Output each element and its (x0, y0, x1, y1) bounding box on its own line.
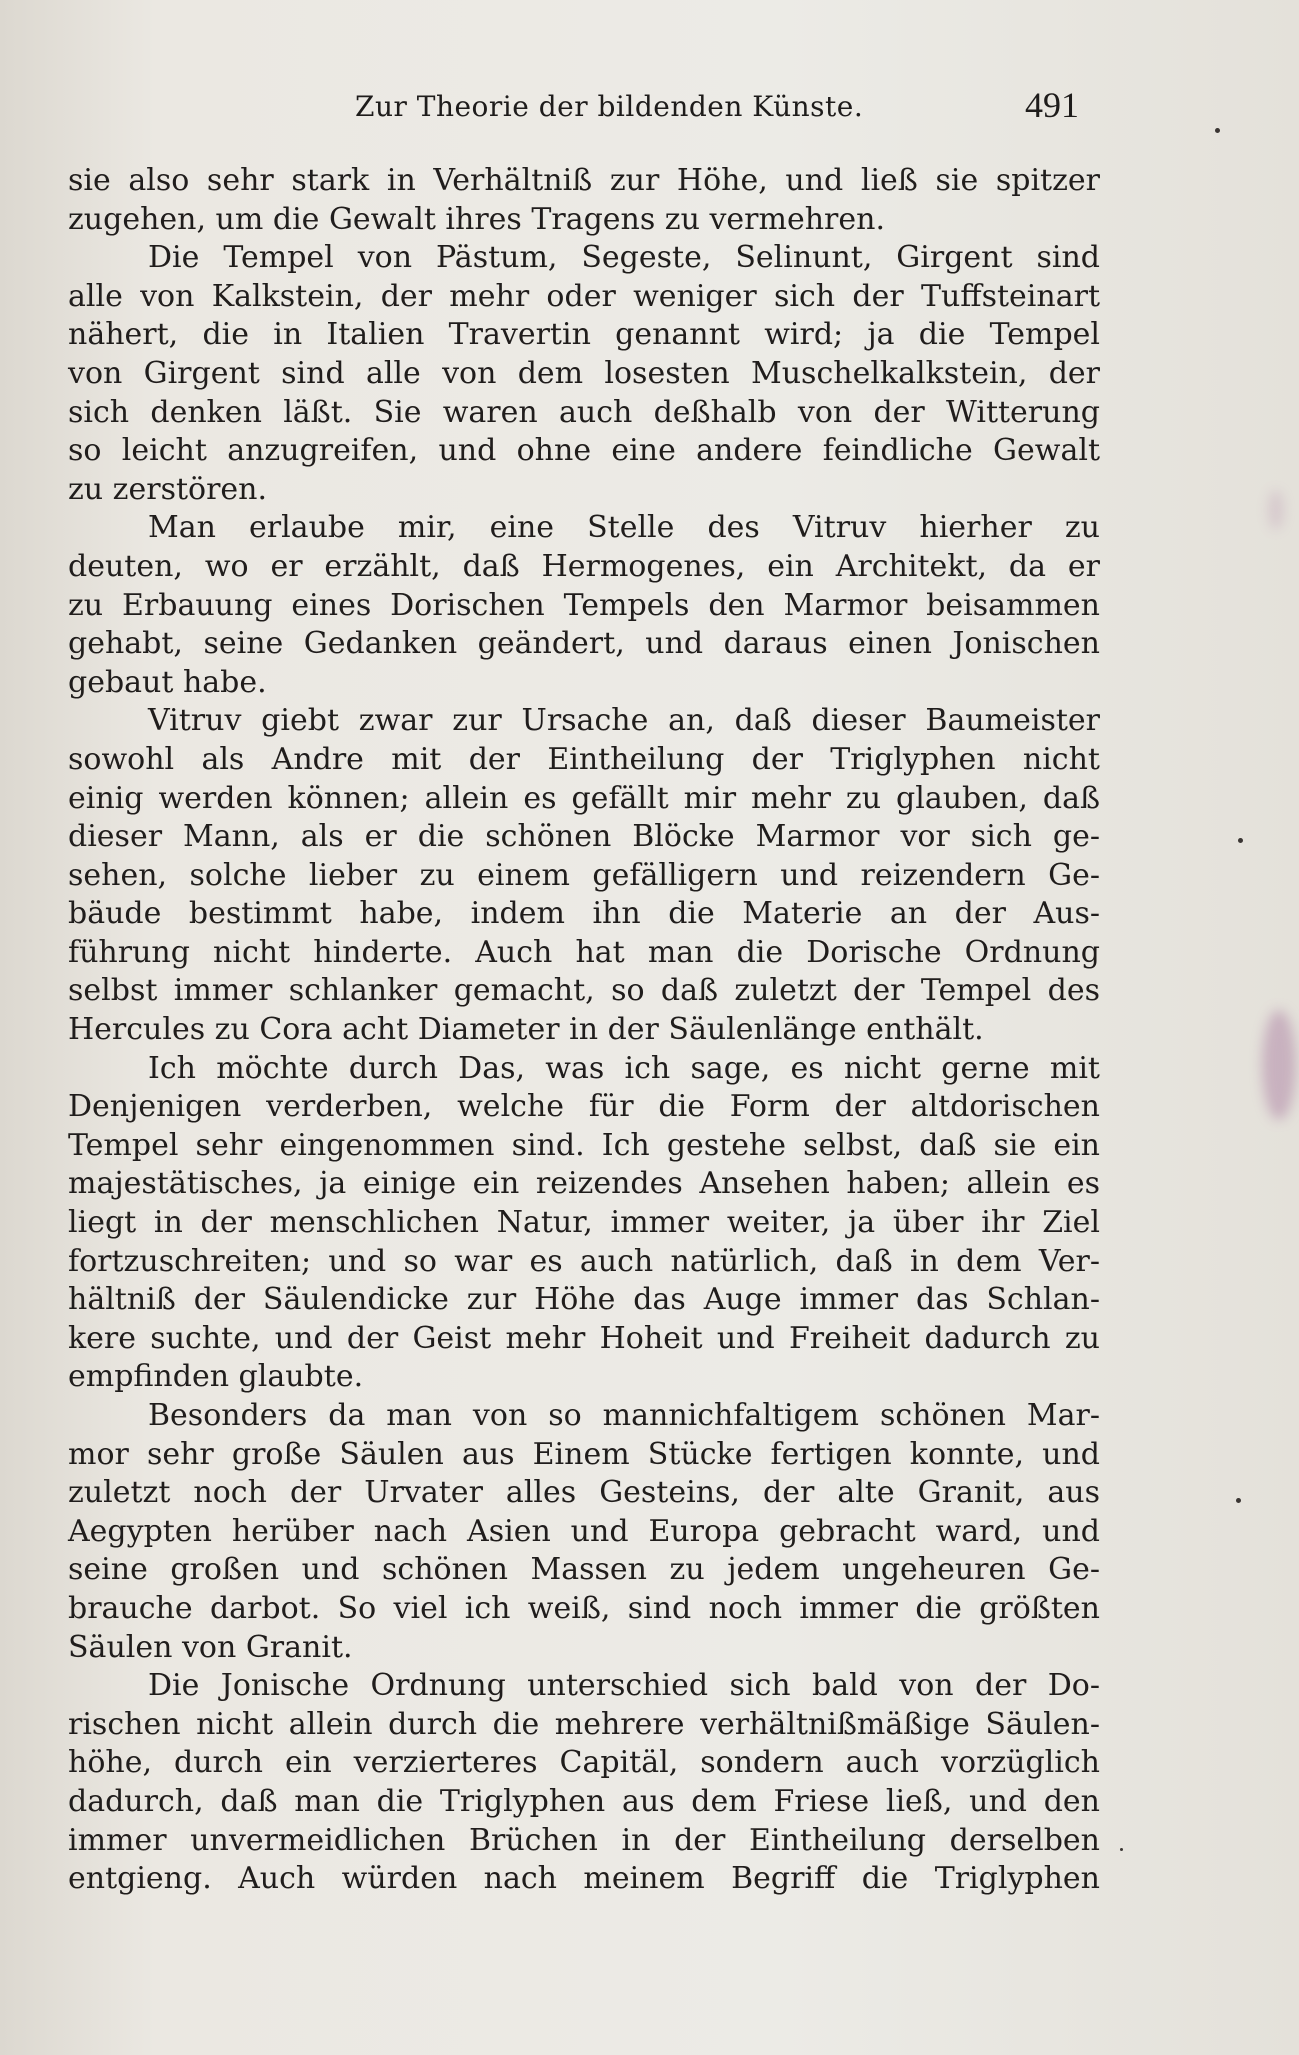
text-line: einig werden können; allein es gefällt mir mehr zu glauben, daß (68, 780, 1100, 816)
running-head: Zur Theorie der bildenden Künste. (355, 90, 864, 123)
text-line: fortzuschreiten; und so war es auch natürlich, daß in dem Ver- (68, 1243, 1100, 1279)
text-line: rischen nicht allein durch die mehrere verhältnißmäßige Säulen- (68, 1706, 1100, 1742)
text-line: Die Tempel von Pästum, Segeste, Selinunt, Girgent sind (148, 240, 1100, 276)
body-text (68, 162, 1100, 1899)
text-line: immer unvermeidlichen Brüchen in der Eintheilung derselben (68, 1822, 1100, 1858)
text-line: zuletzt noch der Urvater alles Gesteins, der alte Granit, aus (68, 1475, 1100, 1511)
text-line: bäude bestimmt habe, indem ihn die Materie an der Aus- (68, 896, 1100, 932)
text-line: zu zerstören. (68, 471, 268, 507)
text-line: alle von Kalkstein, der mehr oder weniger sich der Tuffsteinart (68, 278, 1100, 314)
text-line: sie also sehr stark in Verhältniß zur Höhe, und ließ sie spitzer (68, 163, 1100, 198)
text-line: selbst immer schlanker gemacht, so daß zuletzt der Tempel des (68, 973, 1100, 1009)
text-line: entgieng. Auch würden nach meinem Begriff die Triglyphen (68, 1861, 1100, 1897)
paper-speck (1238, 838, 1243, 843)
text-line: sehen, solche lieber zu einem gefälligern und reizendern Ge- (68, 857, 1100, 893)
text-line: Hercules zu Cora acht Diameter in der Säulenlänge enthält. (68, 1012, 984, 1048)
text-line: zugehen, um die Gewalt ihres Tragens zu vermehren. (68, 201, 885, 237)
text-line: brauche darbot. So viel ich weiß, sind noch immer die größten (68, 1590, 1100, 1626)
text-line: höhe, durch ein verzierteres Capitäl, sondern auch vorzüglich (68, 1745, 1100, 1781)
text-line: seine großen und schönen Massen zu jedem ungeheuren Ge- (68, 1552, 1100, 1588)
text-line: zu Erbauung eines Dorischen Tempels den Marmor beisammen (68, 587, 1100, 623)
ink-stain (1262, 1010, 1296, 1120)
text-line: nähert, die in Italien Travertin genannt wird; ja die Tempel (68, 317, 1100, 353)
text-line: gebaut habe. (68, 664, 267, 700)
text-line: majestätisches, ja einige ein reizendes Ansehen haben; allein es (68, 1166, 1100, 1202)
text-line: empfinden glaubte. (68, 1359, 364, 1395)
paper-speck (1236, 1498, 1241, 1503)
ink-stain (1268, 490, 1284, 530)
text-line: dieser Mann, als er die schönen Blöcke Marmor vor sich ge- (68, 819, 1100, 855)
text-line: gehabt, seine Gedanken geändert, und daraus einen Jonischen (68, 626, 1100, 662)
text-line: hältniß der Säulendicke zur Höhe das Auge immer das Schlan- (68, 1282, 1100, 1318)
text-line: deuten, wo er erzählt, daß Hermogenes, ein Architekt, da er (68, 548, 1100, 584)
text-line: mor sehr große Säulen aus Einem Stücke fertigen konnte, und (68, 1436, 1100, 1472)
text-line: Tempel sehr eingenommen sind. Ich gestehe selbst, daß sie ein (68, 1127, 1100, 1163)
text-line: so leicht anzugreifen, und ohne eine andere feindliche Gewalt (68, 433, 1100, 469)
text-line: liegt in der menschlichen Natur, immer weiter, ja über ihr Ziel (68, 1205, 1100, 1241)
text-line: sowohl als Andre mit der Eintheilung der Triglyphen nicht (68, 741, 1100, 777)
text-line: Ich möchte durch Das, was ich sage, es nicht gerne mit (148, 1050, 1100, 1086)
text-line: sich denken läßt. Sie waren auch deßhalb von der Witterung (68, 394, 1100, 430)
text-line: Die Jonische Ordnung unterschied sich bald von der Do- (148, 1668, 1100, 1704)
text-line: Säulen von Granit. (68, 1629, 353, 1665)
paper-speck (1215, 128, 1220, 133)
text-line: von Girgent sind alle von dem losesten Muschelkalkstein, der (68, 355, 1100, 391)
text-line: Vitruv giebt zwar zur Ursache an, daß dieser Baumeister (148, 703, 1100, 739)
paper-speck (1120, 1848, 1123, 1851)
text-line: kere suchte, und der Geist mehr Hoheit und Freiheit dadurch zu (68, 1320, 1100, 1356)
text-line: Man erlaube mir, eine Stelle des Vitruv hierher zu (148, 510, 1100, 546)
text-line: dadurch, daß man die Triglyphen aus dem Friese ließ, und den (68, 1783, 1100, 1819)
text-line: Aegypten herüber nach Asien und Europa gebracht ward, und (68, 1513, 1100, 1549)
text-line: Denjenigen verderben, welche für die Form der altdorischen (68, 1089, 1100, 1125)
page-number: 491 (1025, 85, 1079, 125)
text-line: Besonders da man von so mannichfaltigem schönen Mar- (148, 1398, 1100, 1433)
text-line: führung nicht hinderte. Auch hat man die Dorische Ordnung (68, 934, 1100, 970)
